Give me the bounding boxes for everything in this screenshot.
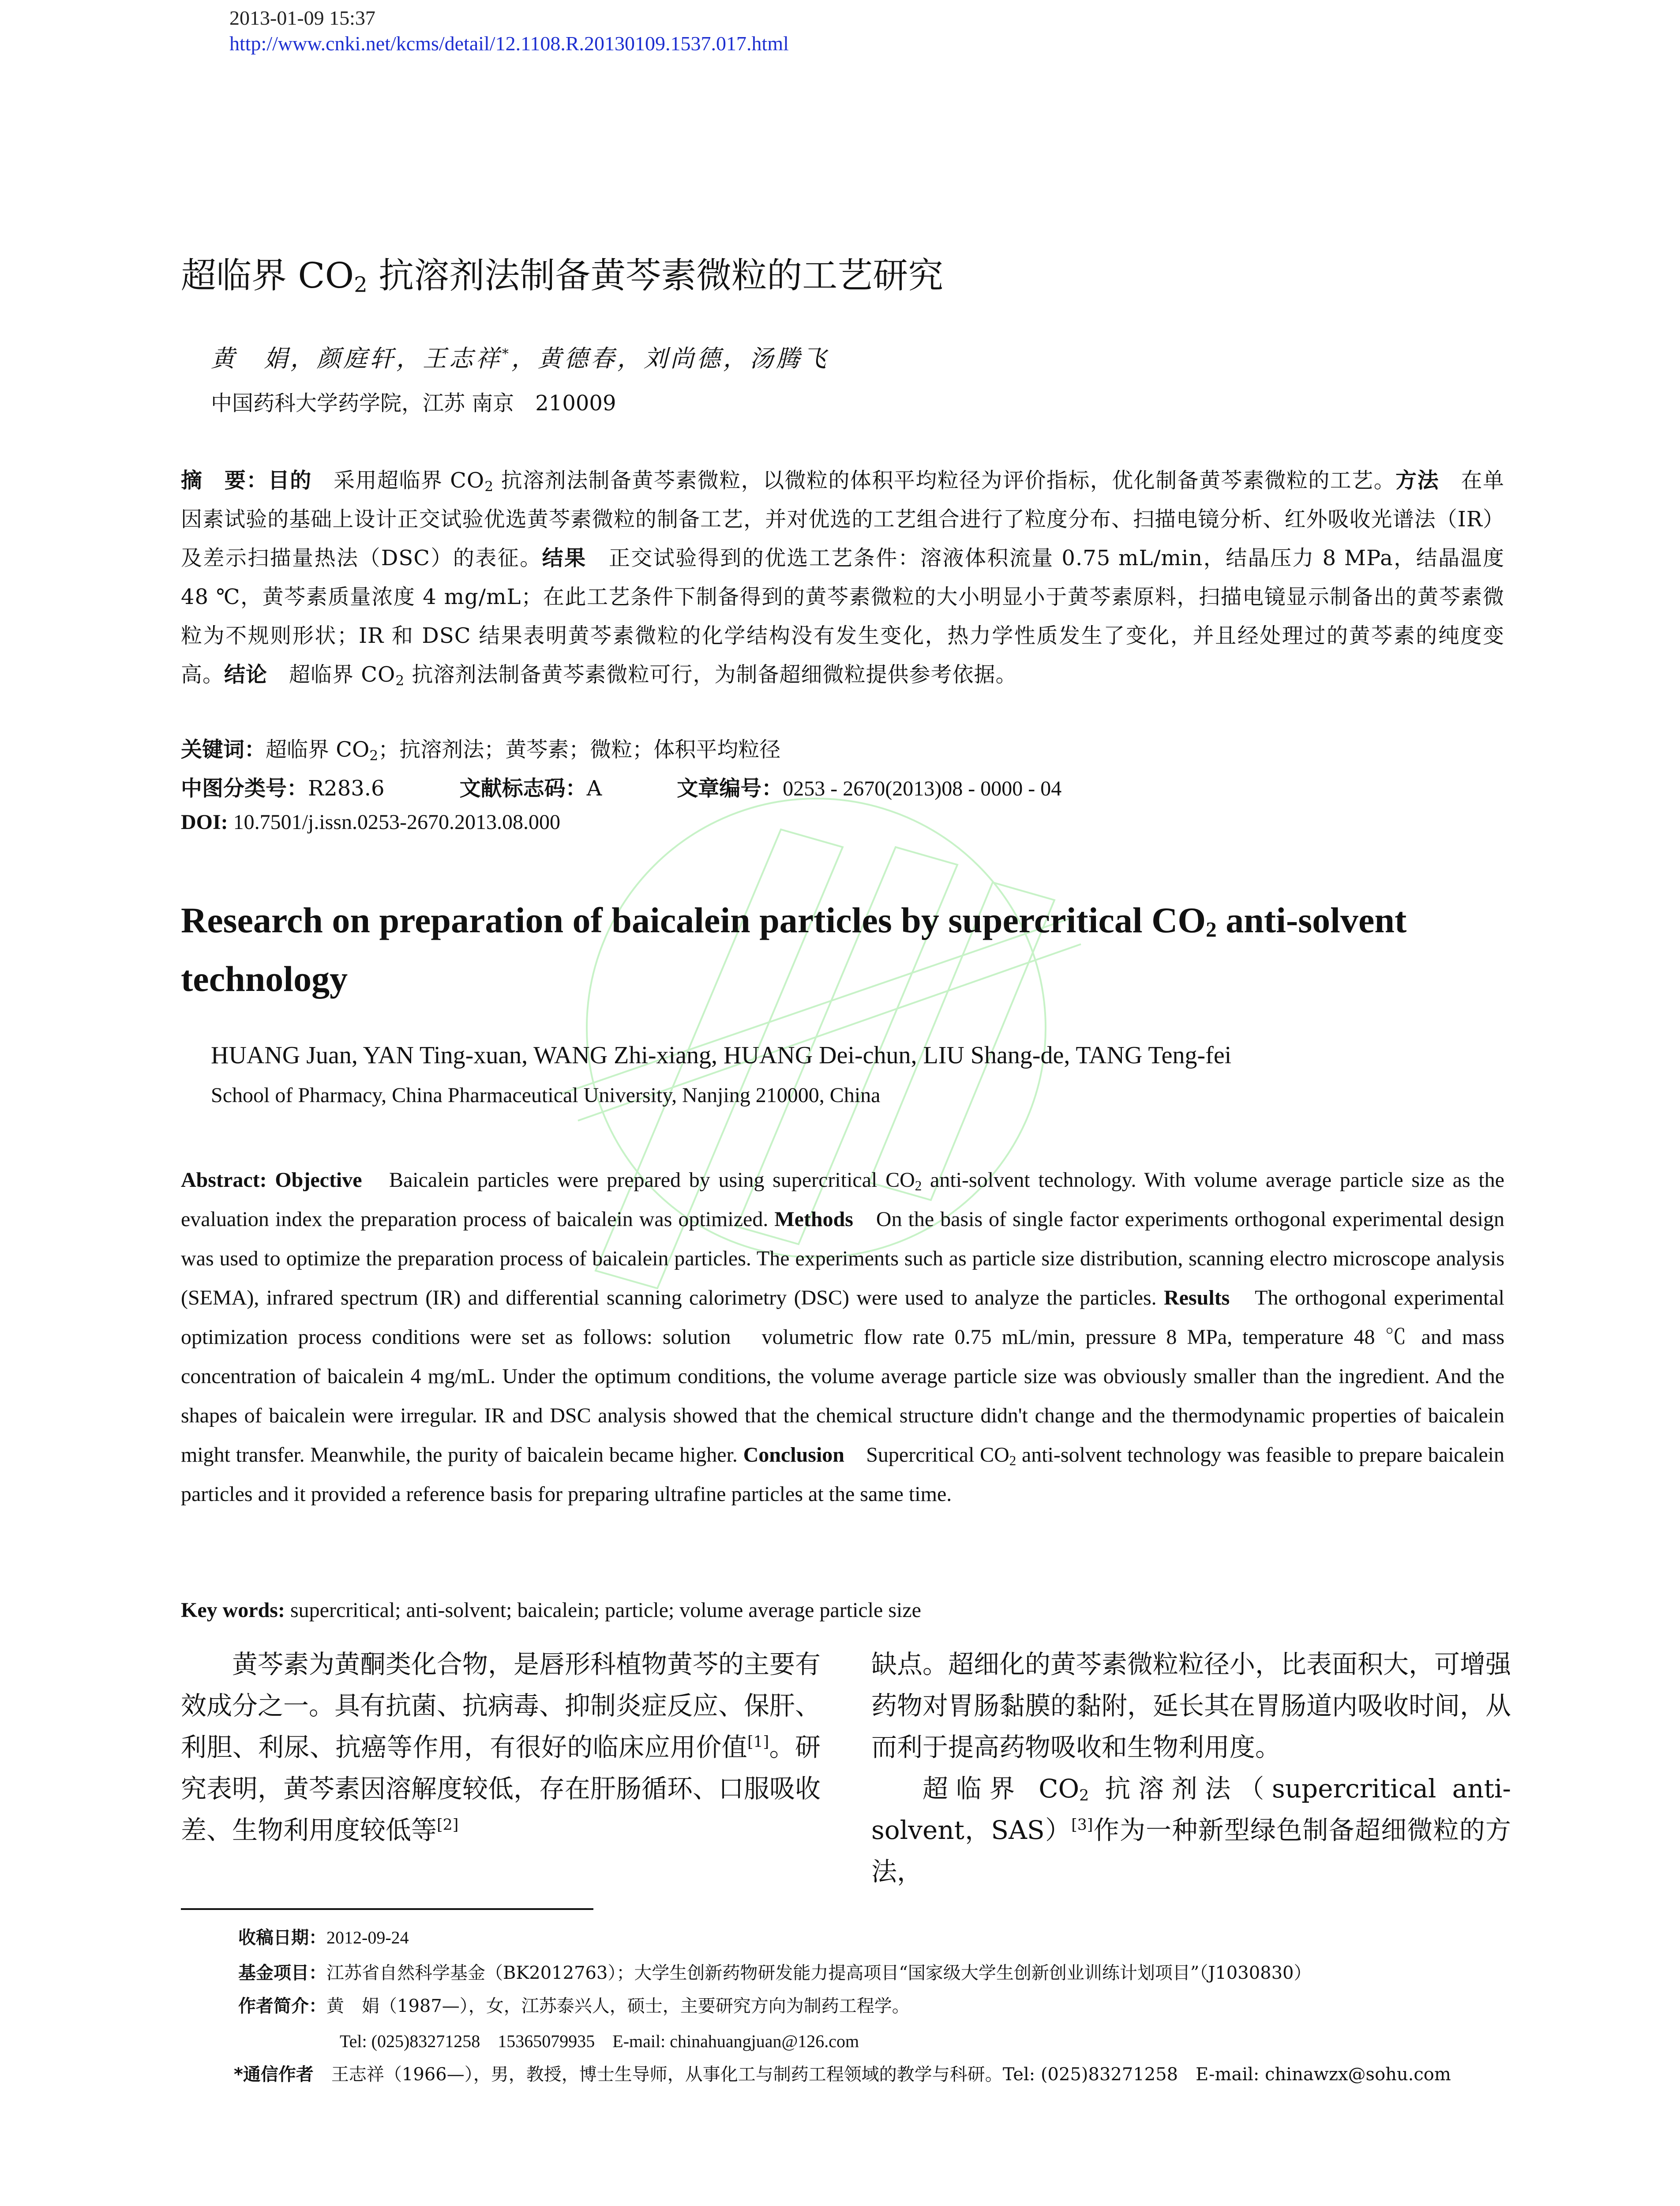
english-affiliation: School of Pharmacy, China Pharmaceutical University, Nanjing 210000, China: [211, 1084, 881, 1107]
chinese-authors: 黄 娟，颜庭轩，王志祥*，黄德春，刘尚德，汤腾飞: [211, 345, 829, 372]
english-abstract: Abstract: Objective Baicalein particles were prepared by using supercritical $CO_2$ anti-solvent technology. With volume average particle size as the evaluation index the preparation process of baicalein was optimized. Methods On the basis of single factor experiments orthogonal experimental design was used to optimize the preparation process of baicalein particles. The experiments such as particle size distribution, scanning electro microscope analysis (SEMA), infrared spectrum (IR) and differential scanning calorimetry (DSC) were used to analyze the particles. Results The orthogonal experimental optimization process conditions were set as follows: solution volumetric flow rate 0.75 mL/min, pressure 8 MPa, temperature 48 ℃ and mass concentration of baicalein 4 mg/mL. Under the optimum conditions, the volume average particle size was obviously smaller than the ingredient. And the shapes of baicalein were irregular. IR and DSC analysis showed that the chemical structure didn't change and the thermodynamic properties of baicalein might transfer. Meanwhile, the purity of baicalein became higher. Conclusion Supercritical $CO_2$ anti-solvent technology was feasible to prepare baicalein particles and it provided a reference basis for preparing ultrafine particles at the same time.: [181, 1168, 1505, 1506]
chinese-title: 超临界 $CO_2$ 抗溶剂法制备黄芩素微粒的工艺研究: [181, 255, 944, 297]
footnote-corresponding: *通信作者 王志祥（1966—），男，教授，博士生导师，从事化工与制药工程领域的教学与科研。Tel: (025)83271258 E-mail: chinawzx@sohu.com: [234, 2064, 1451, 2085]
english-title: Research on preparation of baicalein particles by supercritical $CO_2$ anti-solvent technology: [181, 900, 1407, 999]
body-paragraph: 黄芩素为黄酮类化合物，是唇形科植物黄芩的主要有效成分之一。具有抗菌、抗病毒、抑制炎症反应、保肝、利胆、利尿、抗癌等作用，有很好的临床应用价值[1]。研究表明，黄芩素因溶解度较低，存在肝肠循环、口服吸收差、生物利用度较低等[2]: [181, 1649, 821, 1845]
body-paragraph: 缺点。超细化的黄芩素微粒粒径小，比表面积大，可增强药物对胃肠黏膜的黏附，延长其在胃肠道内吸收时间，从而利于提高药物吸收和生物利用度。: [871, 1649, 1511, 1762]
chinese-abstract: 摘 要：目的 采用超临界 $CO_2$ 抗溶剂法制备黄芩素微粒，以微粒的体积平均粒径为评价指标，优化制备黄芩素微粒的工艺。方法 在单因素试验的基础上设计正交试验优选黄芩素微粒的制备工艺，并对优选的工艺组合进行了粒度分布、扫描电镜分析、红外吸收光谱法（IR）及差示扫描量热法（DSC）的表征。结果 正交试验得到的优选工艺条件：溶液体积流量 0.75 mL/min，结晶压力 8 MPa，结晶温度 48 ℃，黄芩素质量浓度 4 mg/mL；在此工艺条件下制备得到的黄芩素微粒的大小明显小于黄芩素原料，扫描电镜显示制备出的黄芩素微粒为不规则形状；IR 和 DSC 结果表明黄芩素微粒的化学结构没有发生变化，热力学性质发生了变化，并且经处理过的黄芩素的纯度变高。结论 超临界 $CO_2$ 抗溶剂法制备黄芩素微粒可行，为制备超细微粒提供参考依据。: [181, 468, 1504, 689]
english-keywords: Key words: supercritical; anti-solvent; baicalein; particle; volume average particle size: [181, 1598, 921, 1622]
footnote-author: 作者简介：黄 娟（1987—），女，江苏泰兴人，硕士，主要研究方向为制药工程学。: [238, 1996, 910, 2016]
footnote-contact: Tel: (025)83271258 15365079935 E-mail: chinahuangjuan@126.com: [340, 2031, 859, 2051]
body-column-left: [181, 1643, 821, 1851]
chinese-affiliation: 中国药科大学药学院，江苏 南京 210009: [211, 391, 616, 416]
footnote-divider: [181, 1908, 593, 1910]
doi-line: DOI: 10.7501/j.issn.0253-2670.2013.08.000: [181, 810, 561, 834]
header-timestamp: 2013-01-09 15:37: [229, 7, 375, 29]
header-url-link[interactable]: http://www.cnki.net/kcms/detail/12.1108.R.20130109.1537.017.html: [229, 32, 789, 55]
english-authors: HUANG Juan, YAN Ting-xuan, WANG Zhi-xiang, HUANG Dei-chun, LIU Shang-de, TANG Teng-fei: [211, 1042, 1232, 1069]
footnote-fund: 基金项目：江苏省自然科学基金（BK2012763）；大学生创新药物研发能力提高项目“国家级大学生创新创业训练计划项目”（J1030830）: [238, 1963, 1312, 1983]
footnote-received: 收稿日期：2012-09-24: [238, 1928, 409, 1948]
chinese-keywords: 关键词：超临界 $CO_2$；抗溶剂法；黄芩素；微粒；体积平均粒径: [181, 737, 781, 764]
body-paragraph: 超临界 $CO_2$ 抗溶剂法（supercritical anti-solvent，SAS）[3]作为一种新型绿色制备超细微粒的方法，: [871, 1774, 1511, 1887]
classification-line: 中图分类号：R283.6 文献标志码：A 文章编号：0253 - 2670(2013)08 - 0000 - 04: [181, 776, 1062, 801]
body-column-right: [871, 1643, 1511, 1892]
